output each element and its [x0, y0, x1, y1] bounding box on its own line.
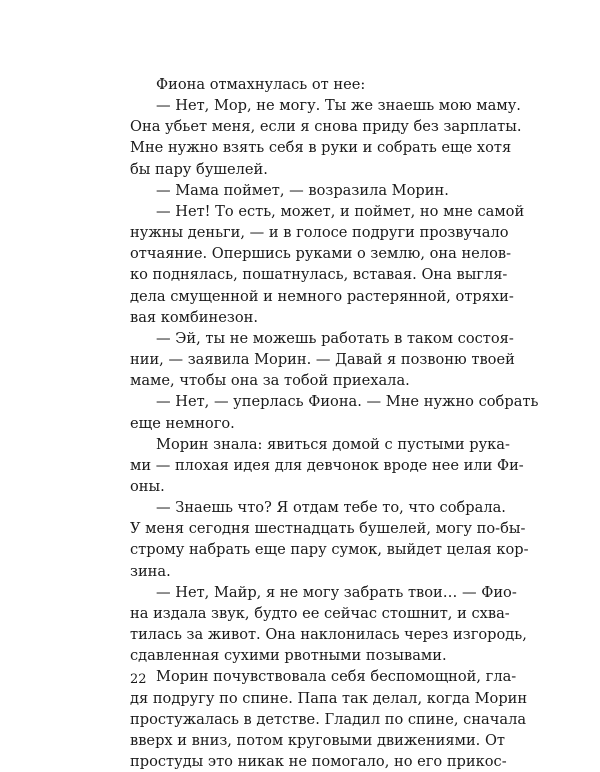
text-line: дела смущенной и немного растерянной, отряхи-: [130, 287, 514, 305]
text-line: отчаяние. Опершись руками о землю, она нелов-: [130, 245, 512, 263]
text-line: — Нет, Мор, не могу. Ты же знаешь мою маму.: [156, 97, 521, 115]
text-line: нужны деньги, — и в голосе подруги прозвучало: [130, 224, 509, 242]
text-line: Фиона отмахнулась от нее:: [156, 76, 366, 93]
text-line: простуды это никак не помогало, но его прикос-: [130, 753, 507, 770]
text-line: простужалась в детстве. Гладил по спине, сначала: [130, 710, 527, 728]
text-line: — Нет! То есть, может, и поймет, но мне самой: [156, 202, 525, 220]
text-line: сдавленная сухими рвотными позывами.: [130, 647, 447, 665]
text-line: бы пару бушелей.: [130, 160, 268, 178]
text-line: вая комбинезон.: [130, 308, 259, 326]
text-line: ми — плохая идея для девчонок вроде нее или Фи-: [130, 456, 524, 474]
text-line: Морин почувствовала себя беспомощной, гла-: [156, 668, 517, 686]
text-line: Мне нужно взять себя в руки и собрать еще хотя: [130, 139, 512, 157]
text-line: — Нет, Майр, я не могу забрать твои… — Фио-: [156, 583, 517, 601]
text-line: ко поднялась, пошатнулась, вставая. Она выгля-: [130, 266, 508, 284]
text-line: — Эй, ты не можешь работать в таком состоя-: [156, 329, 514, 347]
text-line: У меня сегодня шестнадцать бушелей, могу по-бы-: [130, 520, 526, 538]
body-text: [130, 74, 539, 772]
text-line: на издала звук, будто ее сейчас стошнит, и схва-: [130, 604, 510, 622]
text-line: дя подругу по спине. Папа так делал, когда Морин: [130, 689, 528, 707]
page-number: 22: [130, 672, 147, 687]
text-line: Она убьет меня, если я снова приду без зарплаты.: [130, 118, 522, 136]
text-line: еще немного.: [130, 414, 235, 432]
text-line: вверх и вниз, потом круговыми движениями. От: [130, 731, 505, 749]
text-line: — Знаешь что? Я отдам тебе то, что собрала.: [156, 499, 506, 517]
text-line: строму набрать еще пару сумок, выйдет целая кор-: [130, 541, 529, 559]
text-line: оны.: [130, 477, 165, 495]
text-line: нии, — заявила Морин. — Давай я позвоню твоей: [130, 351, 515, 369]
text-line: маме, чтобы она за тобой приехала.: [130, 372, 410, 390]
text-line: тилась за живот. Она наклонилась через изгородь,: [130, 626, 527, 644]
text-line: зина.: [130, 562, 171, 580]
text-line: — Нет, — уперлась Фиона. — Мне нужно собрать: [156, 393, 539, 411]
text-line: — Мама поймет, — возразила Морин.: [156, 181, 449, 199]
text-line: Морин знала: явиться домой с пустыми рука-: [156, 435, 510, 453]
